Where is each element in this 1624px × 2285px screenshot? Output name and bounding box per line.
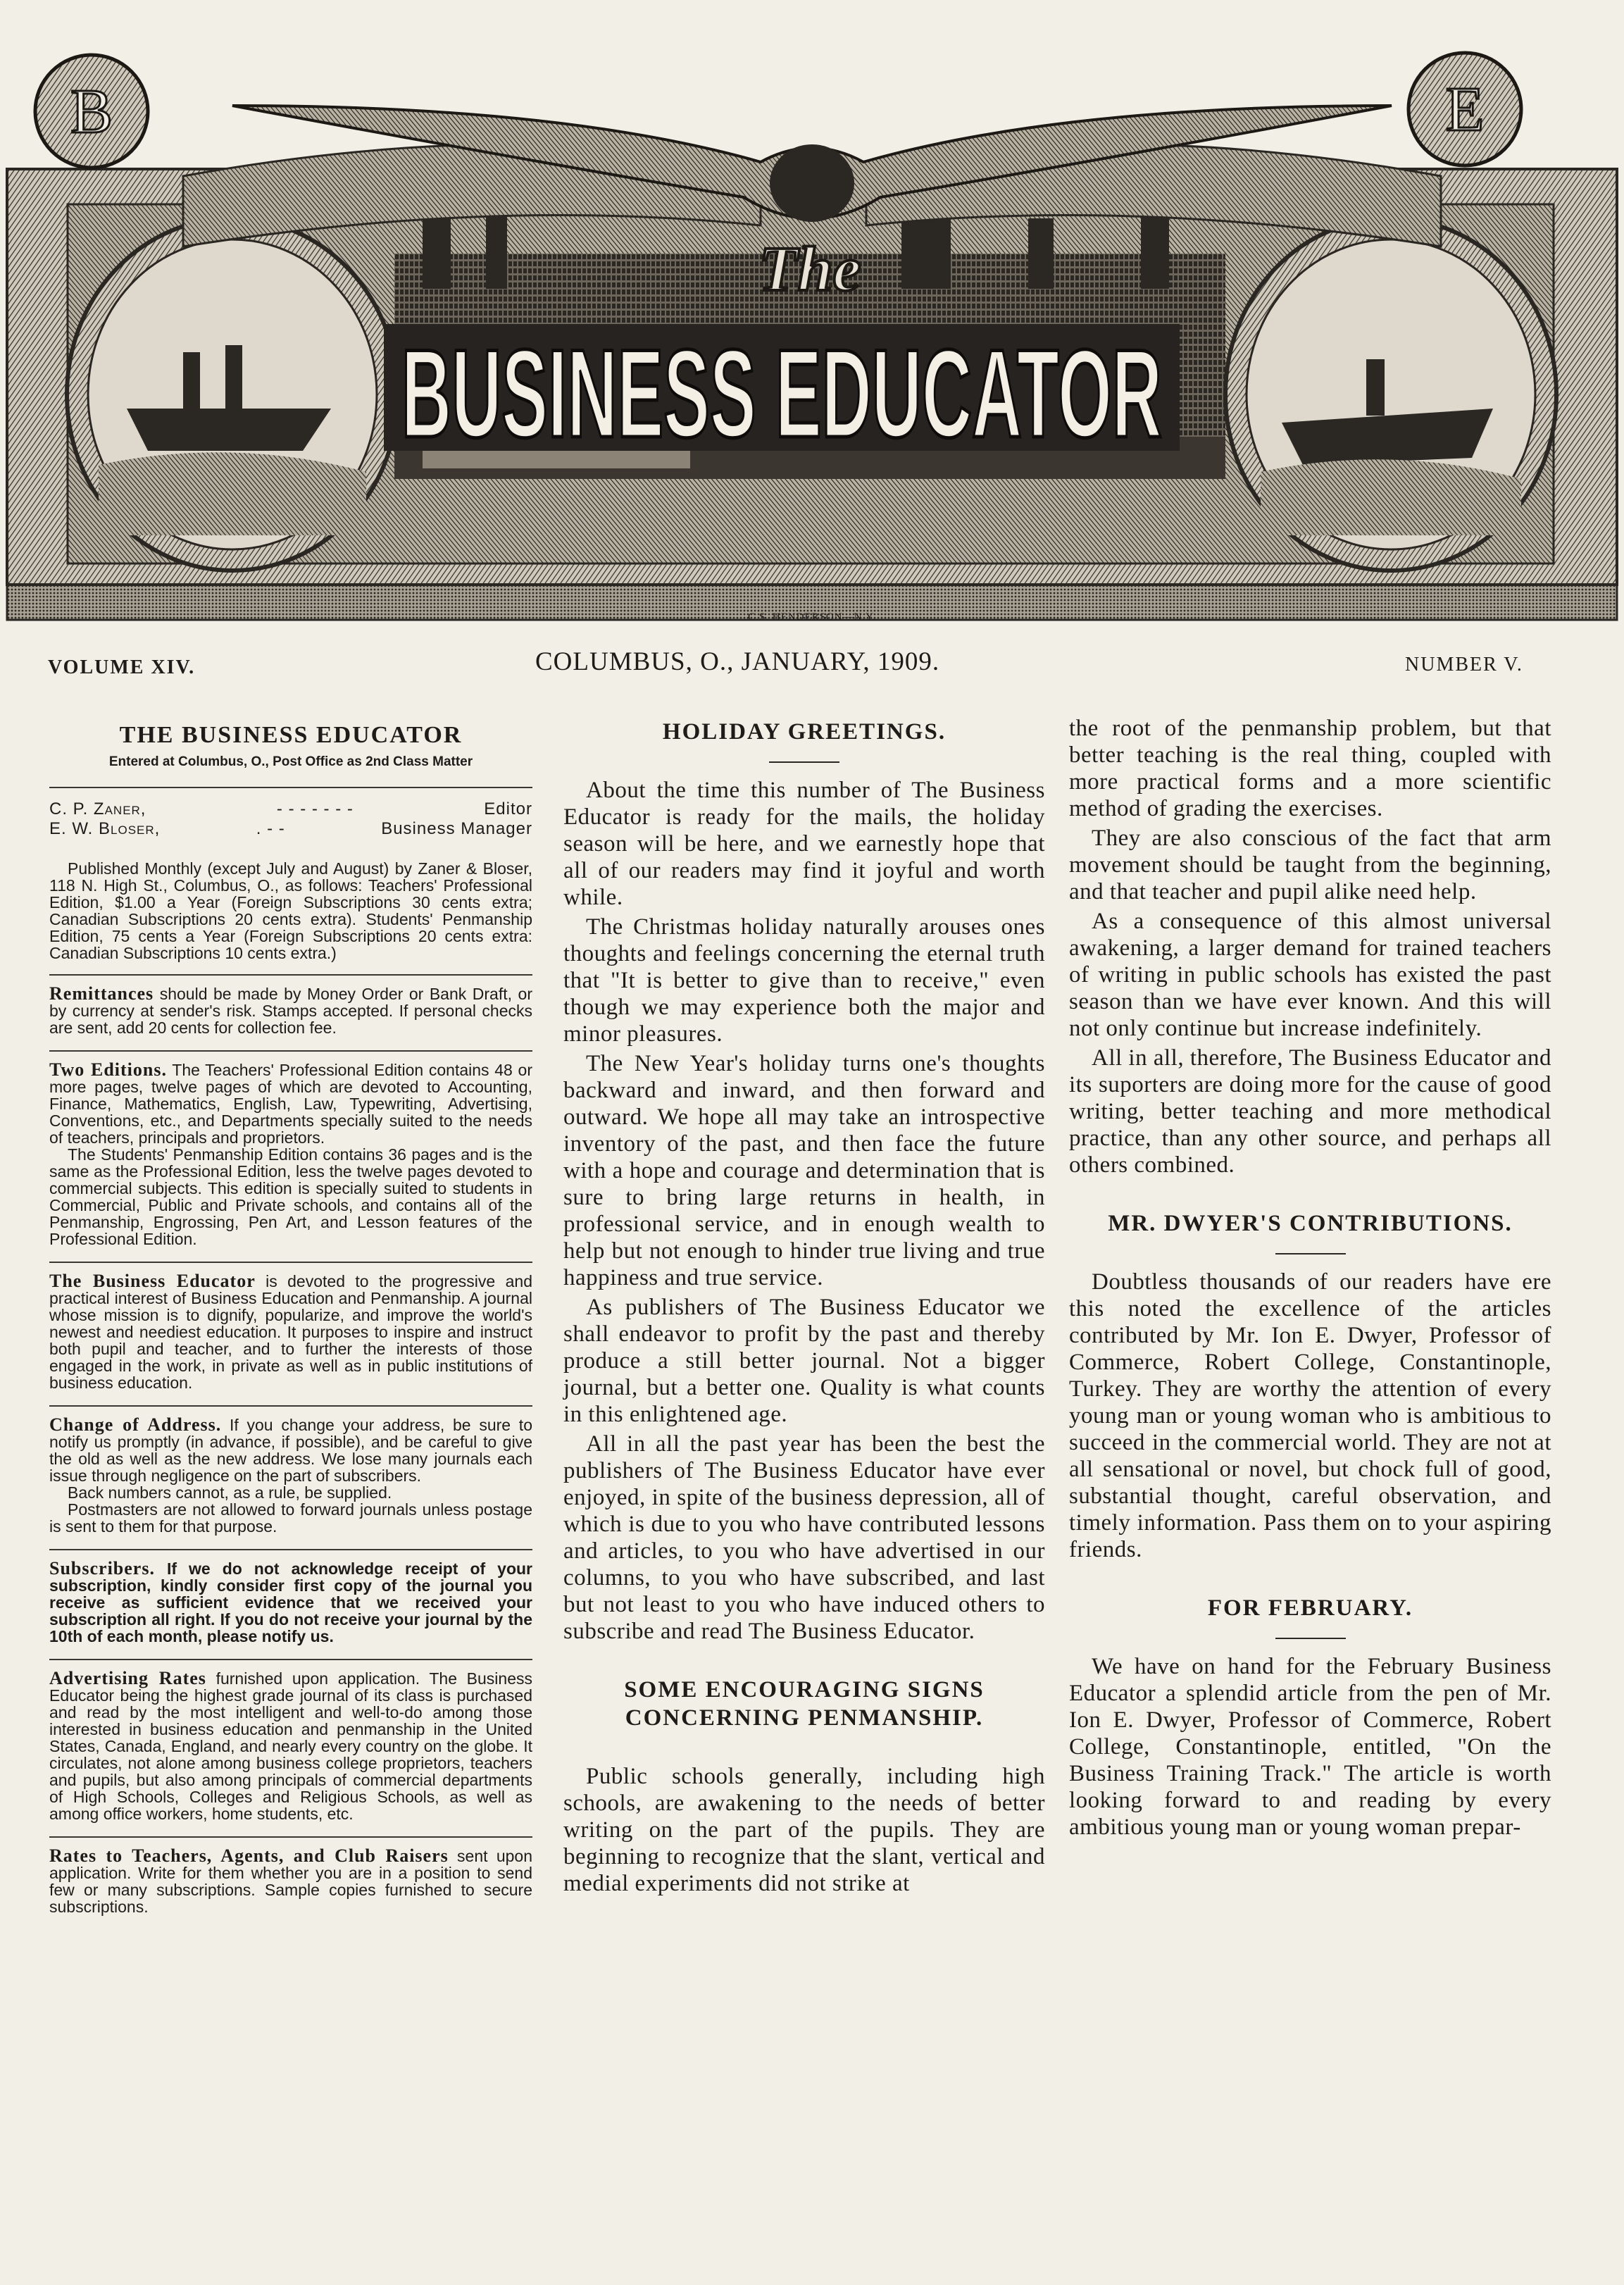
- february-heading: FOR FEBRUARY.: [1207, 1595, 1413, 1621]
- section-text: is devoted to the progressive and practical interest of Business Education and Penmanship. A journal whose mission is to dignify, popularize, and improve the world's newest and neediest education. It purposes to inspire and instruct both pupil and teacher, and to further the interests of those engaged in the work, in private as well as in public institutions of business education.: [49, 1272, 532, 1392]
- heading-rule: [1275, 1253, 1346, 1254]
- holiday-paragraph: The New Year's holiday turns one's thoughts backward and inward, and then forward and outward. We hope all may take an introspective inventory of the past, and then face the future with a hope and courage and determination that is sure to bring large returns in health, in professional service, and in enough wealth to help but not enough to hinder true living and true happiness and true service.: [563, 1051, 1045, 1290]
- postal-entry-notice: Entered at Columbus, O., Post Office as 2nd Class Matter: [108, 754, 473, 769]
- issue-number: NUMBER V.: [1405, 654, 1523, 675]
- signs-paragraph: Public schools generally, including high schools, are awakening to the needs of better writing on the part of the pupils. They are beginning to recognize that the slant, vertical and medial experiments did not strike at: [563, 1764, 1045, 1896]
- signs-paragraph: They are also conscious of the fact that arm movement should be taught from the beginning, and that teacher and pupil alike need help.: [1069, 826, 1551, 904]
- mission-section: [49, 1262, 532, 1400]
- remittances-section: [49, 974, 532, 1045]
- publication-info-column: [49, 715, 532, 1924]
- section-lead: Advertising Rates: [49, 1668, 206, 1688]
- club-rates-section: [49, 1836, 532, 1924]
- signs-heading: SOME ENCOURAGING SIGNS CONCERNING PENMANSHIP.: [624, 1677, 985, 1731]
- staff-row-manager: [49, 819, 532, 839]
- signs-paragraph: All in all, therefore, The Business Educator and its suporters are doing more for the cause of good writing, better teaching and more methodical practice, than any other source, and perhaps all others combined.: [1069, 1045, 1551, 1178]
- change-of-address-section: [49, 1405, 532, 1543]
- holiday-paragraph: As publishers of The Business Educator we shall endeavor to profit by the past and thereby produce a still better journal. Not a bigger journal, but a better one. Quality is what counts in this enlightened age.: [563, 1295, 1045, 1427]
- volume-number: VOLUME XIV.: [48, 656, 196, 678]
- staff-list: [49, 787, 532, 839]
- section-lead: Change of Address.: [49, 1414, 222, 1435]
- section-text: should be made by Money Order or Bank Draft, or by currency at sender's risk. Stamps accepted. If personal checks are sent, add 20 cents for collection fee.: [49, 985, 532, 1037]
- section-lead: The Business Educator: [49, 1271, 256, 1291]
- section-text: If we do not acknowledge receipt of your subscription, kindly consider first copy of the journal you receive as sufficient evidence that we received your subscription all right. If you do not receive your journal by the 10th of each month, please notify us.: [49, 1559, 532, 1645]
- section-lead: Rates to Teachers, Agents, and Club Raisers: [49, 1845, 449, 1866]
- dwyer-paragraph: Doubtless thousands of our readers have ere this noted the excellence of the articles contributed by Mr. Ion E. Dwyer, Professor of Commerce, Robert College, Constantinople, Turkey. They are worthy the attention of every young man or young woman who is ambitious to succeed in the commercial world. They are not at all sensational or novel, but chock full of good, substantial thought, careful observation, and timely information. Pass them on to your aspiring friends.: [1069, 1269, 1551, 1562]
- holiday-heading: HOLIDAY GREETINGS.: [662, 719, 947, 745]
- section-text: sent upon application. Write for them whether you are in a position to send few or many subscriptions. Sample copies furnished to secure subscriptions.: [49, 1847, 533, 1916]
- staff-role: Business Manager: [381, 819, 532, 838]
- dwyer-heading: MR. DWYER'S CONTRIBUTIONS.: [1108, 1211, 1513, 1236]
- staff-dots: - - - - - - -: [276, 799, 354, 818]
- advertising-rates-section: [49, 1659, 532, 1831]
- section-text: If you change your address, be sure to notify us promptly (in advance, if possible), and be careful to give the old as well as the new address. We lose many journals each issue through negligence on the part of subscribers.: [49, 1416, 532, 1485]
- editorial-column-right: [1069, 715, 1551, 1843]
- section-lead: Two Editions.: [49, 1059, 167, 1080]
- section-text: furnished upon application. The Business Educator being the highest grade journal of its class is purchased and read by the most intelligent and well-to-do among those interested in business education and penmanship in the United States, Canada, England, and nearly every country on the globe. It circulates, not alone among business college proprietors, teachers and pupils, but also among principals of commercial departments of High Schools, Colleges and Religious Schools, as well as among office workers, home students, etc.: [49, 1669, 532, 1823]
- two-editions-section: [49, 1050, 532, 1256]
- holiday-paragraph: The Christmas holiday naturally arouses ones thoughts and feelings concerning the eternal truth that "It is better to give than to receive," even though we may experience both the major and minor pleasures.: [563, 914, 1045, 1047]
- staff-role: Editor: [484, 799, 532, 818]
- publication-terms: Published Monthly (except July and August) by Zaner & Bloser, 118 N. High St., Columbus, O., as follows: Teachers' Professional Edition, $1.00 a Year (Foreign Subscriptions 30 cents extra; Canadian Subscriptions 20 cents extra). Students' Penmanship Edition, 75 cents a Year (Foreign Subscriptions 20 cents extra: Canadian Subscriptions 10 cents extra.): [49, 859, 532, 962]
- right-globe-letter: E: [1445, 75, 1485, 144]
- place-and-date: COLUMBUS, O., JANUARY, 1909.: [535, 647, 940, 676]
- spacer: [1069, 1181, 1551, 1209]
- signs-paragraph-continued: the root of the penmanship problem, but that better teaching is the real thing, coupled with more practical forms and a more scientific method of grading the exercises.: [1069, 716, 1551, 821]
- staff-dots: . - -: [256, 819, 285, 838]
- staff-name: C. P. Zaner,: [49, 799, 146, 818]
- holiday-paragraph: All in all the past year has been the best the publishers of The Business Educator have ever enjoyed, in spite of the business depression, all of which is due to you who have contributed lessons and articles, to you who have advertised in our columns, to you who have subscribed, and last but not least to you who have induced others to subscribe and read The Business Educator.: [563, 1431, 1045, 1644]
- section-text: The Teachers' Professional Edition contains 48 or more pages, twelve pages of which are devoted to Accounting, Finance, Mathematics, English, Law, Typewriting, Advertising, Conventions, etc., and Departments specially suited to the needs of teachers, principals and proprietors.: [49, 1061, 532, 1147]
- masthead-the: The: [758, 235, 861, 304]
- spacer: [1069, 1566, 1551, 1594]
- editorial-column-middle: [563, 715, 1045, 1896]
- masthead-engraving: [0, 42, 1624, 627]
- section-text: Back numbers cannot, as a rule, be supplied.: [68, 1483, 392, 1502]
- left-globe-letter: B: [70, 77, 113, 147]
- heading-rule: [769, 761, 839, 763]
- heading-rule: [1275, 1638, 1346, 1639]
- february-paragraph: We have on hand for the February Business Educator a splendid article from the pen of Mr. Ion E. Dwyer, Professor of Commerce, Robert College, Constantinople, entitled, "On the Business Training Track." The article is worth looking forward to and reading by every ambitious young man or young woman prepar-: [1069, 1654, 1551, 1840]
- section-lead: Subscribers.: [49, 1558, 155, 1579]
- section-text: The Students' Penmanship Edition contains 36 pages and is the same as the Professional Edition, less the twelve pages devoted to commercial subjects. This edition is specially suited to students in Commercial, Public and Private schools, and contains all of the Penmanship, Engrossing, Pen Art, and Lesson features of the Professional Edition.: [49, 1145, 532, 1248]
- signs-paragraph: As a consequence of this almost universal awakening, a larger demand for trained teachers of writing in public schools has existed the past season than we have ever known. And this will not only continue but increase indefinitely.: [1069, 909, 1551, 1041]
- section-text: Postmasters are not allowed to forward journals unless postage is sent to them for that purpose.: [49, 1500, 532, 1536]
- spacer: [563, 1648, 1045, 1676]
- masthead-title: BUSINESS EDUCATOR: [401, 323, 1162, 463]
- holiday-paragraph: About the time this number of The Business Educator is ready for the mails, the holiday season will be here, and we earnestly hope that all of our readers may find it joyful and worth while.: [563, 778, 1045, 910]
- subscribers-section: [49, 1549, 532, 1653]
- section-lead: Remittances: [49, 983, 154, 1004]
- info-box-title: THE BUSINESS EDUCATOR: [119, 722, 463, 748]
- staff-name: E. W. Bloser,: [49, 819, 161, 838]
- staff-row-editor: [49, 799, 532, 819]
- engraver-credit: C.S. HENDERSON—N.Y.: [748, 611, 876, 623]
